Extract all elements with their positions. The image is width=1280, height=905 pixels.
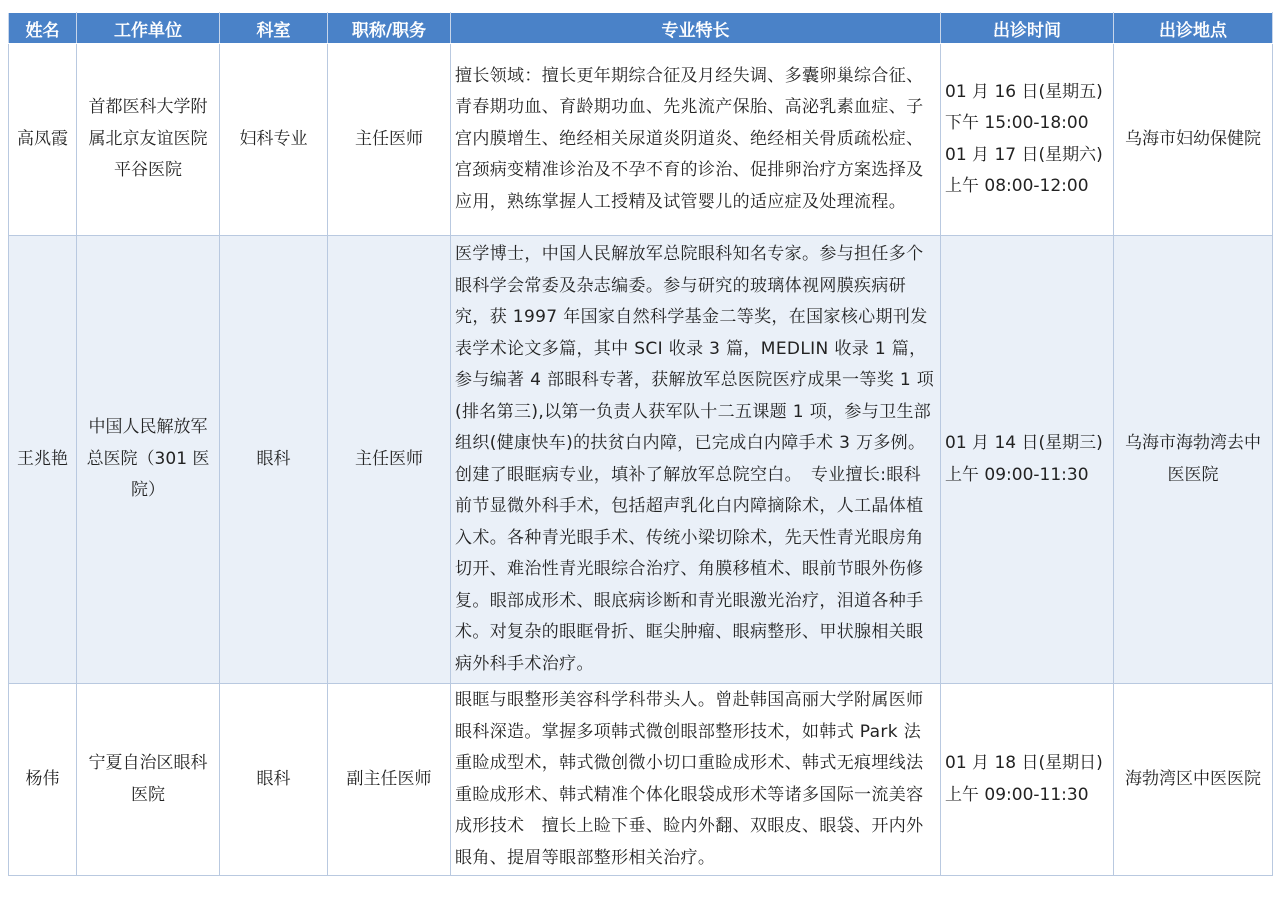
header-specialty: 专业特长 (451, 13, 941, 44)
clinic-time (941, 684, 1114, 876)
department: 妇科专业 (220, 44, 328, 236)
job-title: 副主任医师 (328, 684, 451, 876)
work-unit: 首都医科大学附属北京友谊医院平谷医院 (77, 44, 220, 236)
header-unit: 工作单位 (77, 13, 220, 44)
doctor-name: 高凤霞 (9, 44, 77, 236)
header-name: 姓名 (9, 13, 77, 44)
doctor-schedule-table (8, 12, 1273, 876)
header-time: 出诊时间 (941, 13, 1114, 44)
table-row (9, 44, 1273, 236)
header-location: 出诊地点 (1114, 13, 1273, 44)
job-title: 主任医师 (328, 236, 451, 684)
specialty-text: 医学博士，中国人民解放军总院眼科知名专家。参与担任多个眼科学会常委及杂志编委。参与研究的玻璃体视网膜疾病研究，获 1997 年国家自然科学基金二等奖，在国家核心期刊发表学术论文多篇，其中 SCI 收录 3 篇，MEDLIN 收录 1 篇，参与编著 4 部眼科专著，获解放军总医院医疗成果一等奖 1 项(排名第三),以第一负责人获军队十二五课题 1 项，参与卫生部组织(健康快车)的扶贫白内障，已完成白内障手术 3 万多例。创建了眼眶病专业，填补了解放军总院空白。 专业擅长:眼科前节显微外科手术，包括超声乳化白内障摘除术，人工晶体植入术。各种青光眼手术、传统小梁切除术，先天性青光眼房角切开、难治性青光眼综合治疗、角膜移植术、眼前节眼外伤修复。眼部成形术、眼底病诊断和青光眼激光治疗，泪道各种手术。对复杂的眼眶骨折、眶尖肿瘤、眼病整形、甲状腺相关眼病外科手术治疗。 (451, 236, 941, 684)
doctor-name: 杨伟 (9, 684, 77, 876)
department: 眼科 (220, 236, 328, 684)
table-row (9, 684, 1273, 876)
clinic-location: 乌海市海勃湾去中医医院 (1114, 236, 1273, 684)
header-dept: 科室 (220, 13, 328, 44)
specialty-text: 眼眶与眼整形美容科学科带头人。曾赴韩国高丽大学附属医师眼科深造。掌握多项韩式微创眼部整形技术，如韩式 Park 法重睑成型术，韩式微创微小切口重睑成形术、韩式无痕埋线法重睑成形术、韩式精准个体化眼袋成形术等诸多国际一流美容成形技术 擅长上睑下垂、睑内外翻、双眼皮、眼袋、开内外眼角、提眉等眼部整形相关治疗。 (451, 684, 941, 876)
clinic-time-line: 下午 15:00-18:00 (945, 113, 1089, 133)
clinic-time-line: 上午 08:00-12:00 (945, 176, 1089, 196)
department: 眼科 (220, 684, 328, 876)
clinic-location: 乌海市妇幼保健院 (1114, 44, 1273, 236)
table-row (9, 236, 1273, 684)
clinic-time-line: 01 月 16 日(星期五) (945, 81, 1103, 102)
clinic-time-line: 上午 09:00-11:30 (945, 464, 1089, 485)
clinic-time-line: 01 月 17 日(星期六) (945, 144, 1103, 165)
clinic-time-line: 上午 09:00-11:30 (945, 784, 1089, 805)
job-title: 主任医师 (328, 44, 451, 236)
header-title: 职称/职务 (328, 13, 451, 44)
work-unit: 中国人民解放军总医院（301 医院） (77, 236, 220, 684)
clinic-location: 海勃湾区中医医院 (1114, 684, 1273, 876)
clinic-time-line: 01 月 18 日(星期日) (945, 753, 1103, 773)
clinic-time (941, 236, 1114, 684)
doctor-name: 王兆艳 (9, 236, 77, 684)
work-unit: 宁夏自治区眼科医院 (77, 684, 220, 876)
clinic-time (941, 44, 1114, 236)
specialty-text: 擅长领域：擅长更年期综合征及月经失调、多囊卵巢综合征、青春期功血、育龄期功血、先兆流产保胎、高泌乳素血症、子宫内膜增生、绝经相关尿道炎阴道炎、绝经相关骨质疏松症、宫颈病变精准诊治及不孕不育的诊治、促排卵治疗方案选择及应用，熟练掌握人工授精及试管婴儿的适应症及处理流程。 (451, 44, 941, 236)
clinic-time-line: 01 月 14 日(星期三) (945, 433, 1103, 453)
header-row (9, 13, 1273, 44)
